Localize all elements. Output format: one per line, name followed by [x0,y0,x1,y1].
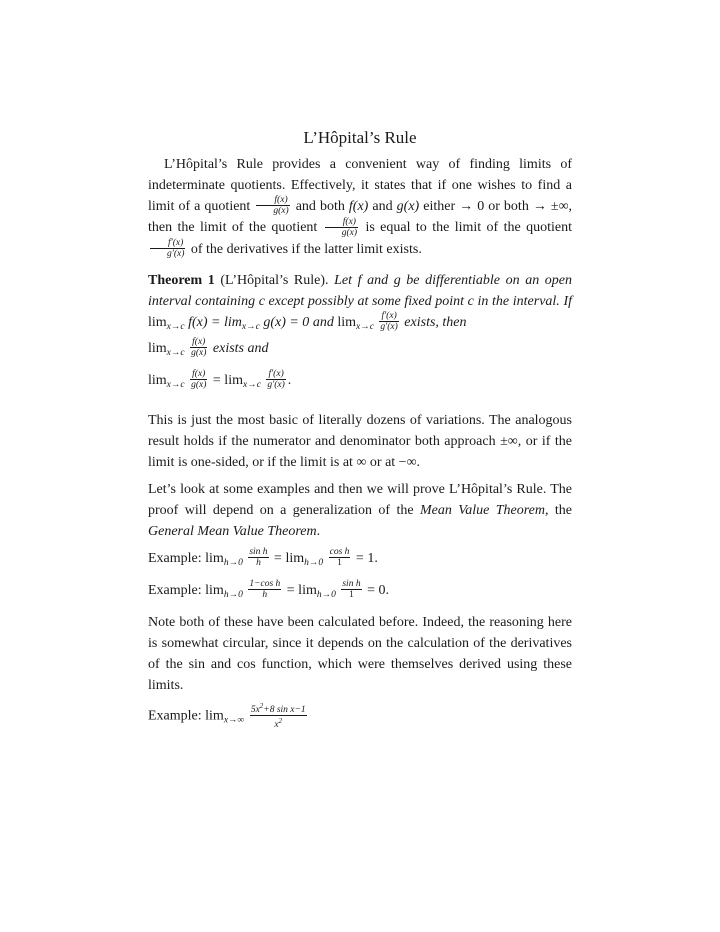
theorem-text-5: exists and [212,340,269,356]
para3-text-3: . [316,523,321,539]
lim-subscript: h→0 [316,589,336,600]
equals-lim: = lim [212,372,243,388]
lim-operator: lim [148,372,167,388]
examples-intro-paragraph [148,479,572,542]
intro-text-4: is equal to the limit of the quotient [365,220,573,236]
fraction-1-minus-cosh-over-h: $\frac{\text{1−cos h}}{h}$ [249,579,281,601]
equals-lim: = lim [286,582,317,598]
lim-subscript: h→0 [304,557,324,568]
period: . [287,372,292,388]
page-title: L’Hôpital’s Rule [303,128,417,147]
intro-text-1: L’Hôpital’s Rule provides a convenient way of finding limits of indeterminate quotients. Effectively, it states that if one wishes to find a limit of a quotient [148,157,572,214]
lim-operator: lim [337,314,356,330]
intro-gx: g(x) [396,199,420,214]
theorem-text-3: g(x) = 0 [263,314,310,330]
fraction-derivatives-theorem: $\frac{f'(x)}{g'(x)}$ [380,311,398,333]
example-3 [148,702,572,732]
theorem-text-and: and [312,314,334,330]
lim-subscript: x→c [166,347,185,358]
lim-subscript: h→0 [223,557,243,568]
theorem-block [148,270,572,364]
intro-fx: f(x) [348,199,369,214]
intro-text-2: and both [295,199,345,214]
example-result: = 1. [355,550,378,566]
example-label: Example: lim [148,550,224,566]
intro-text-5: of the derivatives if the latter limit exists. [190,241,422,257]
lim-subscript: x→c [166,321,185,332]
fraction-sinh-over-h: $\frac{\text{sin h}}{h}$ [249,547,268,569]
fraction-sinh-over-1: $\frac{\text{sin h}}{1}$ [342,579,361,601]
fraction-f-over-g-theorem: $\frac{f(x)}{g(x)}$ [191,337,207,359]
variations-paragraph: This is just the most basic of literally dozens of variations. The analogous result holds if the numerator and denominator both approach ±∞, or if the limit is one-sided, or if the limit is at ∞ or at −∞. [148,412,572,470]
lim-subscript: x→c [241,321,260,332]
fraction-f-over-g: $\frac{f(x)}{g(x)}$ [256,195,289,216]
intro-text-3: either → 0 or both → ±∞, then the limit of the quotient [148,199,573,236]
general-mean-value-theorem-term: General Mean Value Theorem [148,523,317,539]
fraction-f-over-g-2: $\frac{f(x)}{g(x)}$ [325,217,358,238]
equals-lim: = lim [274,550,305,566]
lim-subscript: x→c [166,379,185,390]
fraction-derivatives-eq: $\frac{f'(x)}{g'(x)}$ [267,369,285,391]
intro-paragraph [148,154,572,260]
intro-text-and: and [372,199,393,214]
document-page [148,128,572,732]
theorem-label: Theorem 1 [148,272,215,288]
fraction-f-over-g-eq: $\frac{f(x)}{g(x)}$ [191,369,207,391]
lim-subscript: x→c [355,321,374,332]
para3-text-1: Let’s look at some examples and then we will prove L’Hôpital’s Rule. The proof will depend on a generalization of the [148,481,572,518]
lim-operator: lim [148,340,167,356]
theorem-text-2: f(x) = lim [188,314,242,330]
example-label: Example: lim [148,708,224,724]
theorem-name: (L’Hôpital’s Rule). [220,272,329,288]
lim-subscript: x→c [242,379,261,390]
mean-value-theorem-term: Mean Value Theorem [419,502,546,518]
lim-subscript: h→0 [223,589,243,600]
circularity-note-paragraph: Note both of these have been calculated before. Indeed, the reasoning here is somewhat circular, since it depends on the calculation of the derivatives of the sin and cos function, which were themselves derived using these limits. [148,614,572,693]
theorem-text-1: Let f and g be differentiable on an open interval containing c except possibly at some fixed point c in the interval. If [148,272,573,309]
fraction-polynomial-over-x-squared: $\frac{5x^2+8 \sin x-1}{x^2}$ [250,701,306,730]
example-2 [148,580,572,606]
fraction-cosh-over-1: $\frac{\text{cos h}}{1}$ [329,547,350,569]
theorem-text-4: exists, then [404,314,467,330]
example-1 [148,548,572,574]
fraction-derivatives: $\frac{f'(x)}{g'(x)}$ [150,238,185,259]
example-label: Example: lim [148,582,224,598]
lim-operator: lim [148,314,167,330]
para3-text-2: , the [545,502,573,518]
example-result: = 0. [367,582,389,598]
lim-subscript: x→∞ [223,715,245,726]
theorem-equation [148,370,572,396]
